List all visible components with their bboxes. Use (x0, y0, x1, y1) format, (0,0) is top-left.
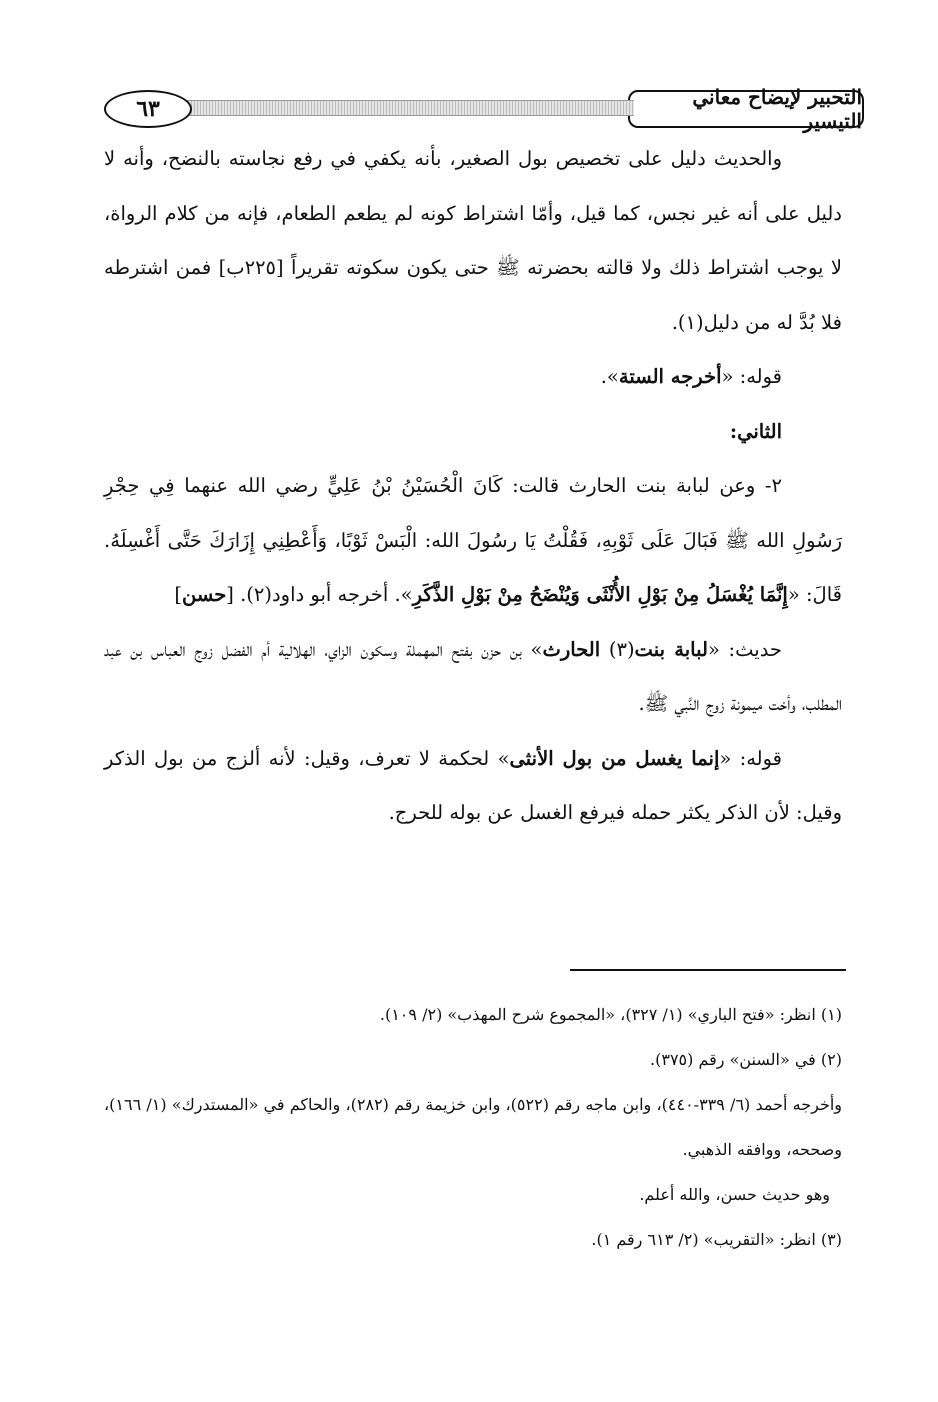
page-header (104, 85, 864, 133)
paragraph-2: قوله: «أخرجه الستة». (600, 365, 782, 388)
footnote-2-continuation: وأخرجه أحمد (٦/ ٣٣٩-٤٤٠)، وابن ماجه رقم (٥٢٢)، وابن خزيمة رقم (٢٨٢)، والحاكم في «المستدرك» (١/ ١٦٦)، وصححه، ووافقه الذهبي. (104, 1095, 843, 1159)
footnote-separator (570, 969, 846, 971)
book-title: التحبير لإيضاح معاني التيسير (628, 90, 864, 128)
footnote-2: (٢) في «السنن» رقم (٣٧٥). (650, 1050, 842, 1069)
header-decorative-band (134, 100, 634, 116)
paragraph-1: والحديث دليل على تخصيص بول الصغير، بأنه يكفي في رفع نجاسته بالنضح، وأنه لا دليل على أنه غير نجس، كما قيل، وأمّا اشتراط كونه لم يطعم الطعام، فإنه من كلام الرواة، لا يوجب اشتراط ذلك ولا قالته بحضرته ﷺ حتى يكون سكوته تقريراً [٢٢٥ب] فمن اشترطه فلا بُدَّ له من دليل(١). (104, 147, 842, 334)
page-number: ٦٣ (104, 90, 192, 128)
footnote-2-verdict: وهو حديث حسن، والله أعلم. (639, 1185, 830, 1204)
paragraph-commentary: قوله: «إنما يغسل من بول الأنثى» لحكمة لا تعرف، وقيل: لأنه ألزج من بول الذكر وقيل: لأن الذكر يكثر حمله فيرفع الغسل عن بوله للحرج. (104, 746, 842, 824)
section-heading-second: الثاني: (729, 419, 782, 443)
main-text (104, 132, 842, 841)
footnote-3: (٣) انظر: «التقريب» (٢/ ٦١٣ رقم ١). (591, 1230, 842, 1249)
footnotes (104, 992, 842, 1262)
footnote-1: (١) انظر: «فتح الباري» (١/ ٣٢٧)، «المجموع شرح المهذب» (٢/ ١٠٩). (379, 1005, 842, 1024)
paragraph-narrator: حديث: «لبابة بنت(٣) الحارث» بن حزن بفتح المهملة وسكون الزاي، الهلالية أم الفضل زوج العباس بن عبد المطلب، وأخت ميمونة زوج النَّبي ﷺ. (104, 637, 842, 715)
hadith-paragraph: ٢- وعن لبابة بنت الحارث قالت: كَانَ الْحُسَيْنُ بْنُ عَلِيٍّ رضي الله عنهما فِي حِجْرِ رَسُولِ الله ﷺ فَبَالَ عَلَى ثَوْبِهِ، فَقُلْتُ يَا رسُولَ الله: الْبَسْ ثَوْبًا، وَأَعْطِنِي إِزَارَكَ حَتَّى أَغْسِلَهُ. قَالَ: «إِنَّمَا يُغْسَلُ مِنْ بَوْلِ الأُنْثَى وَيُنْضَحُ مِنْ بَوْلِ الذَّكَرِ». أخرجه أبو داود(٢). [حسن] (104, 474, 842, 606)
